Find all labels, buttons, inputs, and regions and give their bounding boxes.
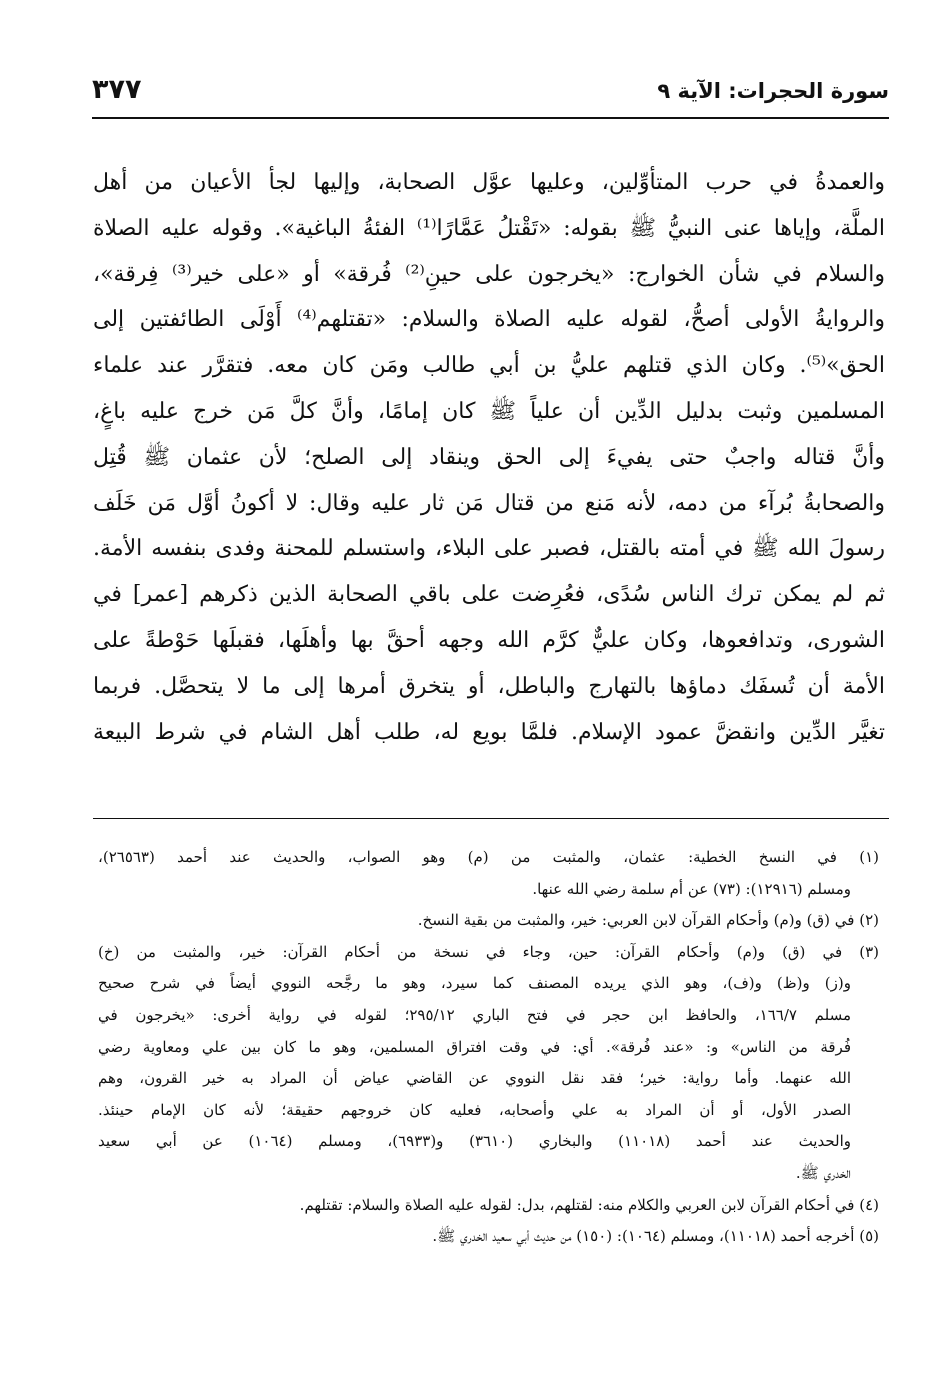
main-text	[93, 160, 885, 755]
footnote-4	[98, 1190, 879, 1222]
body-line: الشورى، وتدافعوها، وكان عليٌّ كرَّم الله وجهه أحقَّ بها وأهلَها، فقبلَها حَوْطةً على	[93, 627, 885, 653]
body-line: الحق»⁽⁵⁾. وكان الذي قتلهم عليُّ بن أبي طالب ومَن كان معه. فتقرَّر عند علماء	[93, 353, 885, 379]
body-line: والروايةُ الأولى أصحُّ، لقوله عليه الصلاة والسلام: «تقتلهم⁽⁴⁾ أَوْلَى الطائفتين إلى	[93, 307, 886, 333]
footnote-line: (١) في النسخ الخطية: عثمان، والمثبت من (م) وهو الصواب، والحديث عند أحمد (٢٦٥٦٣)،	[98, 848, 879, 866]
surah-title: سورة الحجرات: الآية ٩	[657, 79, 889, 103]
body-line: ثم لم يمكن ترك الناس سُدًى، فعُرِضت على باقي الصحابة الذين ذكرهم [عمر] في	[93, 582, 885, 608]
footnote-3	[98, 937, 879, 1190]
footnote-line: (٤) في أحكام القرآن لابن العربي والكلام منه: لقتلهم، بدل: لقوله عليه الصلاة والسلام: تقتلهم.	[299, 1195, 879, 1214]
footnote-1	[98, 842, 879, 905]
footnote-line: فُرقة من الناس» و: «عند فُرقة». أي: في وقت افتراق المسلمين، وهو ما كان بين علي ومعاوية رضي	[98, 1037, 851, 1056]
page-number: ٣٧٧	[92, 74, 142, 105]
body-line: والصحابةُ بُرآء من دمه، لأنه مَنع من قتال مَن ثار عليه وقال: لا أكونُ أوَّل مَن خَلَف	[93, 490, 885, 516]
footnote-line: (٥) أخرجه أحمد (١١٠١٨)، ومسلم (١٠٦٤): (١٥٠) من حديث أبي سعيد الخدري ﷺ.	[432, 1227, 879, 1246]
body-line: الملَّة، وإياها عنى النبيُّ ﷺ بقوله: «تَقْتلُ عَمَّارًا⁽¹⁾ الفئةُ الباغية». وقوله عليه الصلاة	[93, 215, 885, 241]
footnote-line: و(ز) و(ظ) و(ف)، وهو الذي يريده المصنف كما سيرد، وهو ما رجَّحه النووي أيضاً في شرح صحيح	[98, 974, 851, 993]
footnote-line: الله عنهما. وأما رواية: خير؛ فقد نقل النووي عن القاضي عياض أن المراد به خير القرون، وهم	[98, 1069, 851, 1088]
body-line: وأنَّ قتاله واجبٌ حتى يفيءَ إلى الحق وينقاد إلى الصلح؛ لأن عثمان ﷺ قُتِل	[93, 444, 885, 470]
body-line: والعمدةُ في حرب المتأوِّلين، وعليها عوَّل الصحابة، وإليها لجأ الأعيان من أهل	[93, 170, 885, 195]
footnote-line: الصدر الأول، أو أن المراد به علي وأصحابه، فعليه كان خروجهم حقيقة؛ لأنه كان الإمام حينئذ.	[98, 1100, 851, 1119]
footnote-line: والحديث عند أحمد (١١٠١٨) والبخاري (٣٦١٠) و(٦٩٣٣)، ومسلم (١٠٦٤) عن أبي سعيد	[98, 1132, 852, 1151]
footnotes	[98, 842, 879, 1253]
footnote-line: ومسلم (١٢٩١٦): (٧٣) عن أم سلمة رضي الله عنها.	[532, 879, 851, 898]
footnote-line: الخدري ﷺ.	[795, 1163, 851, 1182]
footnote-line: (٢) في (ق) و(م) وأحكام القرآن لابن العربي: خير، والمثبت من بقية النسخ.	[417, 911, 879, 930]
footnote-5	[98, 1221, 879, 1253]
footnote-2	[98, 905, 879, 937]
footnote-line: (٣) في (ق) و(م) وأحكام القرآن: حين، وجاء في نسخة من أحكام القرآن: خير، والمثبت من (خ)	[98, 942, 879, 961]
footnote-line: مسلم ١٦٦/٧، والحافظ ابن حجر في فتح الباري ٢٩٥/١٢؛ لقوله في رواية أخرى: «يخرجون في	[98, 1005, 851, 1024]
footnote-divider	[93, 818, 889, 819]
body-line: والسلام في شأن الخوارج: «يخرجون على حينِ⁽²⁾ فُرقة» أو «على خير⁽³⁾ فِرقة»،	[93, 261, 885, 287]
header-divider	[92, 117, 889, 119]
body-line: تغيَّر الدِّين وانقضَّ عمود الإسلام. فلمَّا بويع له، طلب أهل الشام في شرط البيعة	[93, 719, 885, 745]
body-line: الأمة أن تُسفَك دماؤها بالتهارج والباطل، أو يتخرق أمرها إلى ما لا يتحصَّل. فربما	[93, 673, 885, 699]
body-line: رسولَ الله ﷺ في أمته بالقتل، فصبر على البلاء، واستسلم للمحنة وفدى بنفسه الأمة.	[93, 536, 885, 562]
body-line: المسلمين وثبت بدليل الدِّين أن علياً ﷺ كان إمامًا، وأنَّ كلَّ مَن خرج عليه باغٍ،	[93, 398, 885, 424]
running-header	[92, 72, 889, 114]
